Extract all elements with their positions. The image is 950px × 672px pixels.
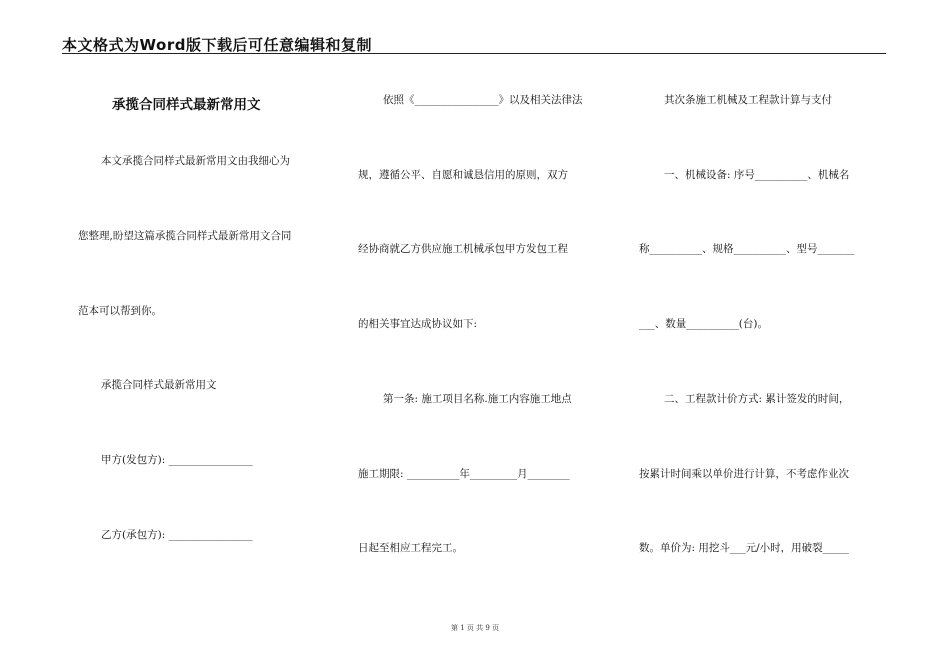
paragraph-line: 依照《________________》以及相关法律法 [383,94,583,106]
paragraph-line: 称__________、规格__________、型号_______ [639,243,855,255]
paragraph-line: 二、工程款计价方式: 累计签发的时间， [664,393,850,405]
paragraph-line: 范本可以帮到你。 [78,305,162,317]
paragraph-line: 一、机械设备: 序号__________、机械名 [664,169,850,181]
paragraph-line: 施工期限: __________年_________月________ [358,468,570,480]
paragraph-line: 数。单价为: 用挖斗___元/小时，用破裂_____ [639,542,849,554]
paragraph-line: 的相关事宜达成协议如下: [358,318,478,330]
paragraph-line: 经协商就乙方供应施工机械承包甲方发包工程 [358,243,568,255]
paragraph-line: 本文承揽合同样式最新常用文由我细心为 [101,155,290,167]
document-title: 承揽合同样式最新常用文 [112,97,261,113]
paragraph-line: 第一条: 施工项目名称.施工内容施工地点 [383,393,572,405]
document-header-title: 本文格式为Word版下载后可任意编辑和复制 [62,36,372,54]
party-b-line: 乙方(承包方): ________________ [101,529,253,541]
page-number: 第 1 页 共 9 页 [450,624,500,632]
paragraph-line: 日起至相应工程完工。 [358,542,463,554]
paragraph-line: 按累计时间乘以单价进行计算，不考虑作业次 [639,468,849,480]
paragraph-line: 您整理,盼望这篇承揽合同样式最新常用文合同 [78,230,292,242]
paragraph-line: ___、数量__________(台)。 [639,318,768,330]
paragraph-line: 承揽合同样式最新常用文 [101,379,217,391]
paragraph-line: 其次条施工机械及工程款计算与支付 [664,94,832,106]
header-divider [62,53,886,54]
party-a-line: 甲方(发包方): ________________ [101,454,253,466]
paragraph-line: 规，遵循公平、自愿和诚恳信用的原则，双方 [358,169,568,181]
